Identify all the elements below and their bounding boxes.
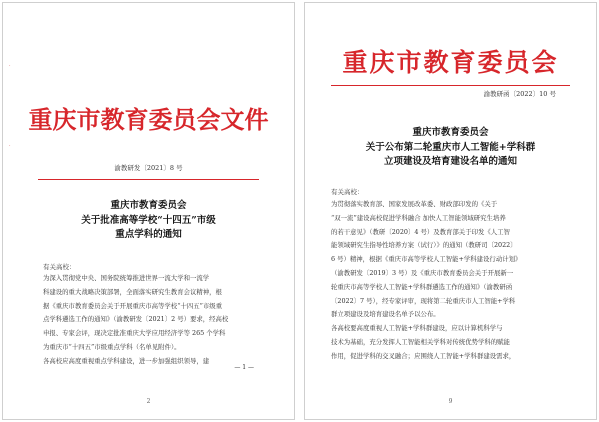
left-heading [3,199,294,243]
left-heading-line: 重庆市教育委员会 [110,200,187,211]
left-page-footer: 2 [146,398,151,405]
right-body-line: 轮重庆市高等学校人工智能+学科群遴选工作的通知》（渝教研函 [331,282,513,291]
left-doc-number: 渝教研发〔2021〕8 号 [114,164,183,172]
left-document-page [2,2,295,420]
right-salutation: 有关高校： [331,188,364,196]
left-body-line: 申报、专家会评，现决定批准重庆大学应用经济学等 265 个学科 [43,329,226,338]
right-doc-number: 渝教研函〔2022〕10 号 [483,90,556,98]
right-heading-line: 立项建设及培育建设名单的通知 [383,156,517,167]
right-body-line: 为贯彻落实教育部、国家发展改革委、财政部印发的《关于 [331,200,498,208]
right-body-line: （渝教研发〔2019〕3 号）及《重庆市教育委员会关于开展新一 [331,268,514,277]
right-body-line: “双一流”建设高校促进学科融合 加快人工智能领域研究生培养 [331,213,506,222]
left-body-line: 据《重庆市教育委员会关于开展重庆市高等学校“十四五”市级重 [43,301,223,310]
left-heading-line: 关于批准高等学校“十四五”市级 [81,214,216,226]
right-body [331,198,521,364]
left-margin-mark: · [9,143,11,149]
right-heading-line: 重庆市教育委员会 [412,127,489,138]
right-document-page [304,2,597,420]
left-page-marker: — 1 — [234,364,254,371]
left-body-line: 科建设的重大战略决策部署，全面落实研究生教育会议精神，根 [43,287,222,296]
left-issuer-title: 重庆市教育委员会文件 [28,105,269,134]
left-heading-line: 重点学科的通知 [115,229,182,240]
left-body [43,272,228,369]
left-body-line: 为深入贯彻党中央、国务院统筹推进世界一流大学和一流学 [43,274,210,282]
right-heading-line: 关于公布第二轮重庆市人工智能+学科群 [365,141,536,153]
left-margin-mark: · [9,63,11,69]
right-heading [305,126,596,170]
right-body-line: 的若干意见》（教研〔2020〕4 号）及教育部关于印发《人工智 [331,227,510,236]
left-body-line: 点学科遴选工作的通知》（渝教研发〔2021〕2 号）要求，经高校 [43,315,229,324]
left-body-line: 为重庆市“十四五”市级重点学科（名单见附件）。 [43,342,181,351]
right-page-footer: 9 [448,398,453,405]
left-salutation: 有关高校： [43,263,76,271]
left-body-line: 各高校应高度重视重点学科建设，进一步加强组织领导，建 [43,356,210,365]
right-body-line: 作用，促进学科的交叉融合；应围绕人工智能+学科群建设需求， [331,351,516,360]
right-body-line: 群立项建设及培育建设名单予以公布。 [331,310,440,319]
right-body-line: 〔2022〕7 号），经专家评审，现将第二轮重庆市人工智能+学科 [331,296,516,305]
right-body-line: 能领域研究生指导性培养方案（试行）》的通知（教研司〔2022〕 [331,241,517,250]
right-body-line: 技术为基础，充分发挥人工智能相关学科对传统优势学科的赋能 [331,337,510,346]
right-issuer-title: 重庆市教育委员会 [342,48,559,77]
right-body-line: 6 号）精神，根据《重庆市高等学校人工智能+学科建设行动计划》 [331,255,522,264]
right-body-line: 各高校要高度重视人工智能+学科群建设，应以计算机科学与 [331,324,503,333]
right-red-rule [331,85,570,86]
left-red-rule [38,179,259,180]
